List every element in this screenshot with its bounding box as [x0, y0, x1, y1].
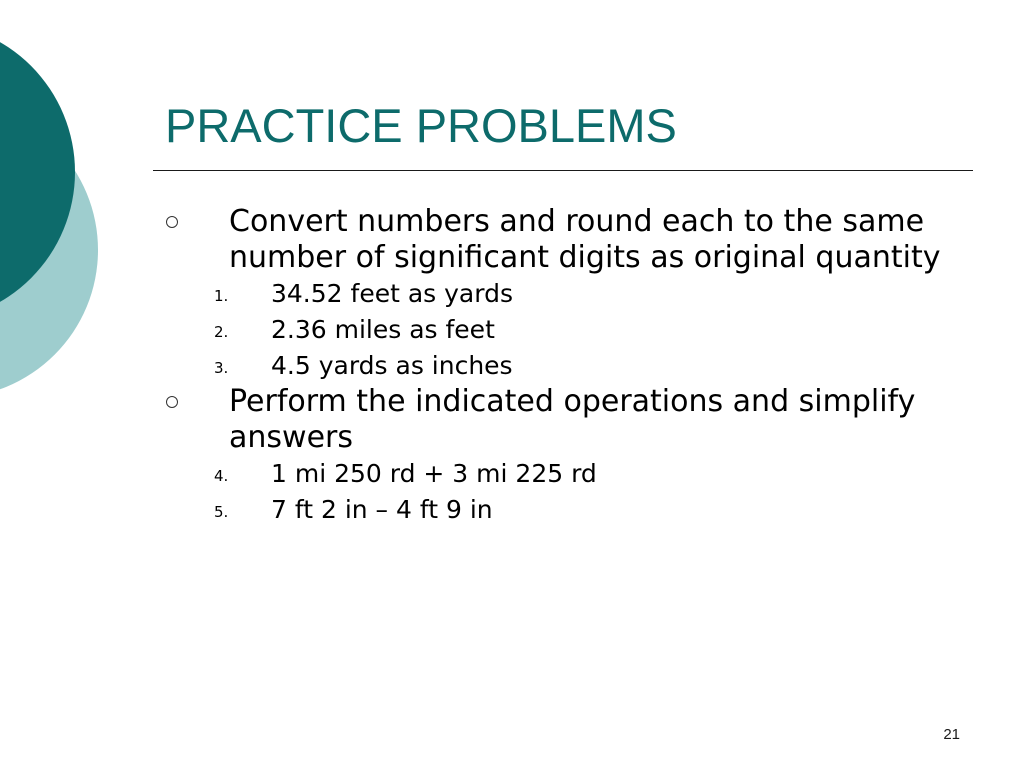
decorative-circles	[0, 0, 110, 410]
list-item	[160, 456, 960, 492]
bullet-text: Convert numbers and round each to the same number of significant digits as original quantity	[229, 204, 941, 275]
bullet-operations	[160, 384, 960, 456]
hollow-circle-bullet-icon	[166, 216, 178, 228]
list-number: 4.	[214, 467, 229, 485]
list-number: 5.	[214, 503, 229, 521]
list-item-text: 4.5 yards as inches	[271, 351, 513, 380]
bullet-text: Perform the indicated operations and simplify answers	[229, 384, 916, 455]
slide-number: 21	[943, 726, 960, 743]
slide-content	[160, 204, 960, 528]
list-item-text: 2.36 miles as feet	[271, 315, 495, 344]
list-number: 3.	[214, 359, 229, 377]
list-item-text: 1 mi 250 rd + 3 mi 225 rd	[271, 459, 597, 488]
numbered-list-convert	[160, 276, 960, 384]
list-number: 2.	[214, 323, 229, 341]
list-item	[160, 276, 960, 312]
hollow-circle-bullet-icon	[166, 396, 178, 408]
list-item-text: 7 ft 2 in – 4 ft 9 in	[271, 495, 493, 524]
list-item	[160, 348, 960, 384]
slide-title: PRACTICE PROBLEMS	[165, 99, 677, 152]
list-item-text: 34.52 feet as yards	[271, 279, 513, 308]
list-item	[160, 492, 960, 528]
bullet-convert	[160, 204, 960, 276]
title-divider	[153, 170, 973, 171]
list-number: 1.	[214, 287, 229, 305]
numbered-list-operations	[160, 456, 960, 528]
list-item	[160, 312, 960, 348]
